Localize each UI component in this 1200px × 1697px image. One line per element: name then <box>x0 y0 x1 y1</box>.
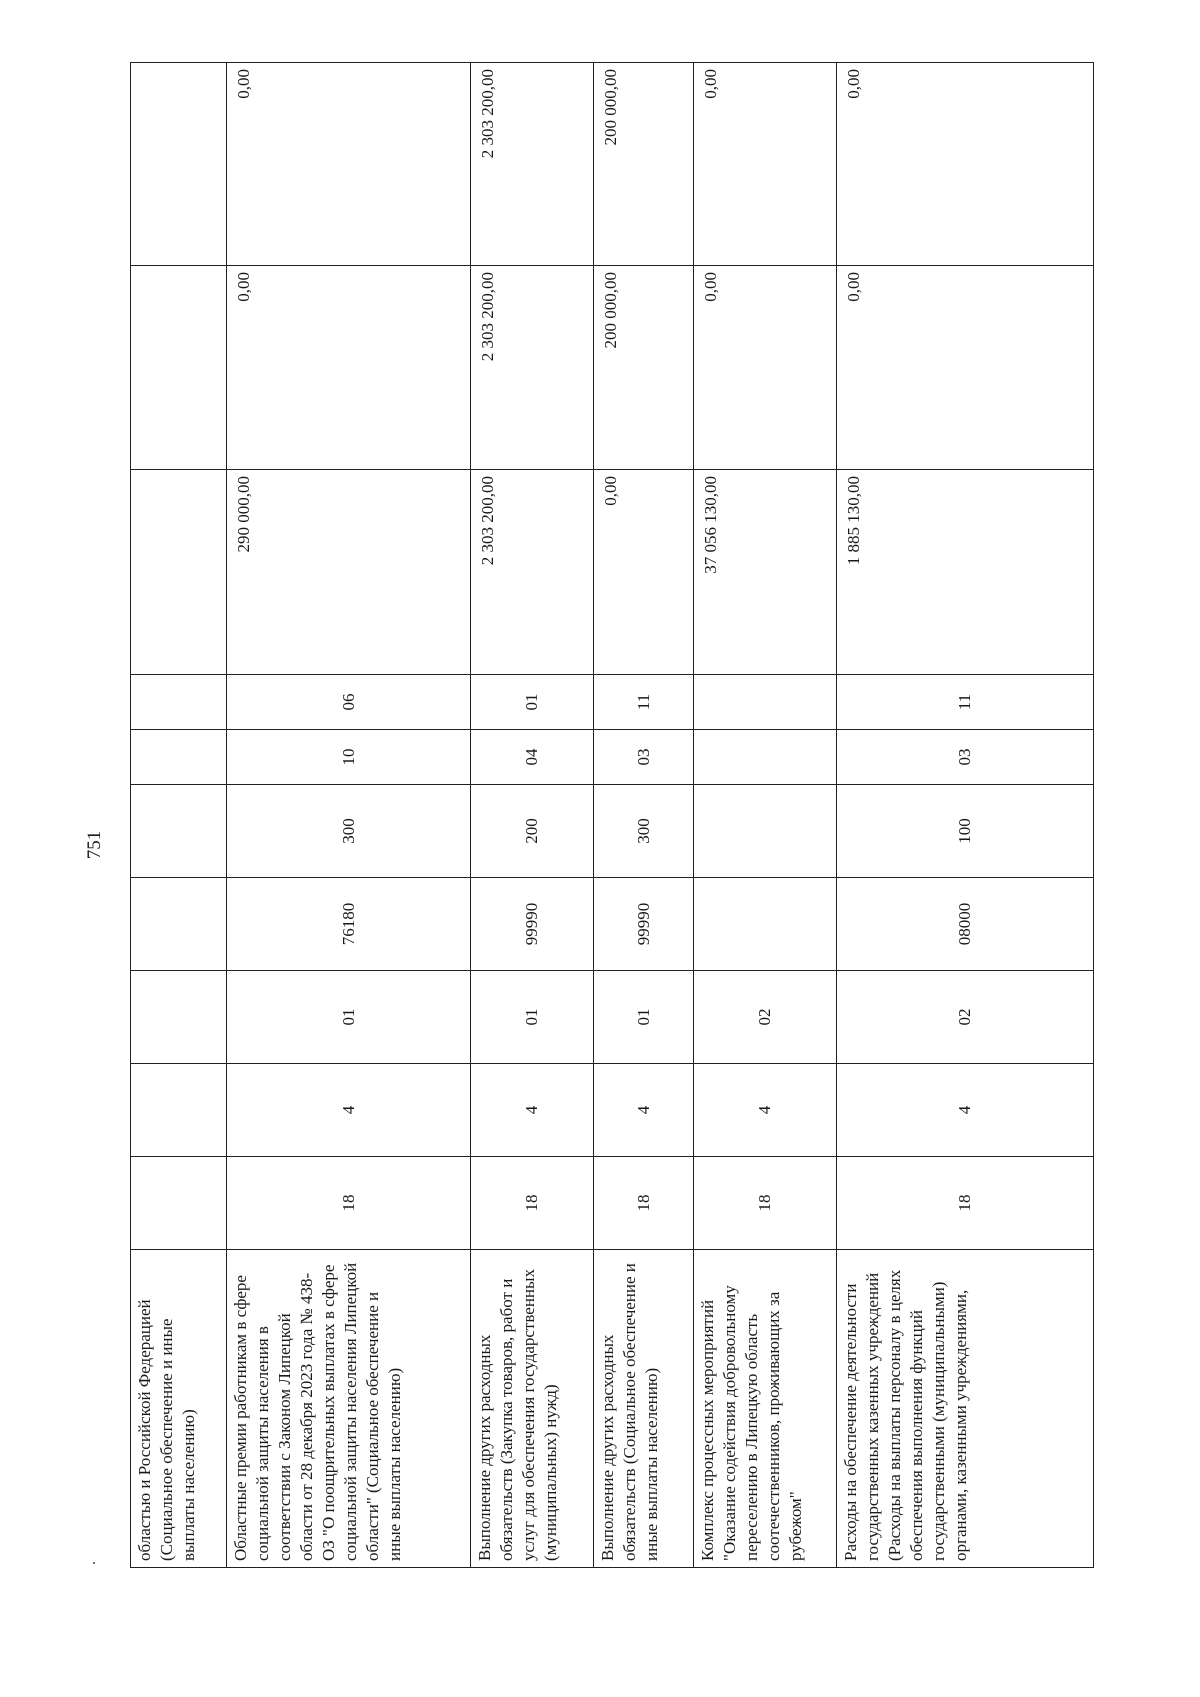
code-expense-type: 200 <box>471 785 594 878</box>
table-row <box>837 63 1094 1568</box>
code-section <box>131 730 227 785</box>
amount-year-2: 2 303 200,00 <box>471 266 594 470</box>
code-direction <box>131 878 227 971</box>
code-ministry <box>131 1157 227 1250</box>
page-number: 751 <box>84 830 105 860</box>
code-subsection: 06 <box>227 675 471 730</box>
code-section <box>694 730 837 785</box>
row-name: Расходы на обеспечение деятельности государственных казенных учреждений (Расходы на выплаты персоналу в целях обеспечения выполнения функций государственными (муниципальными) органами, казенными учреждениями, <box>837 1250 1094 1568</box>
code-ministry: 18 <box>594 1157 694 1250</box>
code-section: 10 <box>227 730 471 785</box>
amount-year-3: 200 000,00 <box>594 63 694 266</box>
code-expense-type <box>131 785 227 878</box>
code-section: 03 <box>594 730 694 785</box>
amount-year-1: 2 303 200,00 <box>471 470 594 675</box>
table-row <box>471 63 594 1568</box>
code-subsection: 11 <box>594 675 694 730</box>
code-subprogram: 01 <box>227 971 471 1064</box>
table-row <box>227 63 471 1568</box>
code-subsection: 01 <box>471 675 594 730</box>
code-subprogram: 02 <box>694 971 837 1064</box>
code-subprogram <box>131 971 227 1064</box>
amount-year-3: 0,00 <box>837 63 1094 266</box>
code-program: 4 <box>227 1064 471 1157</box>
amount-year-3: 0,00 <box>227 63 471 266</box>
code-ministry: 18 <box>694 1157 837 1250</box>
row-name: Комплекс процессных мероприятий "Оказание содействия добровольному переселению в Липецкую область соотечественников, проживающих за рубежом" <box>694 1250 837 1568</box>
code-program: 4 <box>694 1064 837 1157</box>
code-subsection <box>694 675 837 730</box>
code-ministry: 18 <box>227 1157 471 1250</box>
amount-year-2: 0,00 <box>694 266 837 470</box>
code-section: 04 <box>471 730 594 785</box>
code-program: 4 <box>837 1064 1094 1157</box>
code-subprogram: 01 <box>594 971 694 1064</box>
amount-year-3 <box>131 63 227 266</box>
code-direction: 99990 <box>594 878 694 971</box>
budget-table-rotated <box>130 63 1093 1568</box>
amount-year-1: 0,00 <box>594 470 694 675</box>
code-subsection <box>131 675 227 730</box>
code-subprogram: 01 <box>471 971 594 1064</box>
scan-speck <box>93 1562 95 1564</box>
amount-year-1: 290 000,00 <box>227 470 471 675</box>
code-direction: 99990 <box>471 878 594 971</box>
amount-year-3: 2 303 200,00 <box>471 63 594 266</box>
row-name: Областные премии работникам в сфере социальной защиты населения в соответствии с Законом Липецкой области от 28 декабря 2023 года № 438-ОЗ "О поощрительных выплатах в сфере социальной защиты населения Липецкой области" (Социальное обеспечение и иные выплаты населению) <box>227 1250 471 1568</box>
code-program <box>131 1064 227 1157</box>
code-ministry: 18 <box>837 1157 1094 1250</box>
amount-year-3: 0,00 <box>694 63 837 266</box>
code-expense-type <box>694 785 837 878</box>
row-name: Выполнение других расходных обязательств (Закупка товаров, работ и услуг для обеспечения государственных (муниципальных) нужд) <box>471 1250 594 1568</box>
code-subsection: 11 <box>837 675 1094 730</box>
table-row <box>131 63 227 1568</box>
amount-year-2: 200 000,00 <box>594 266 694 470</box>
code-program: 4 <box>594 1064 694 1157</box>
code-expense-type: 300 <box>227 785 471 878</box>
code-ministry: 18 <box>471 1157 594 1250</box>
code-section: 03 <box>837 730 1094 785</box>
code-direction <box>694 878 837 971</box>
row-name: Выполнение других расходных обязательств (Социальное обеспечение и иные выплаты населению) <box>594 1250 694 1568</box>
code-direction: 08000 <box>837 878 1094 971</box>
code-direction: 76180 <box>227 878 471 971</box>
code-expense-type: 100 <box>837 785 1094 878</box>
code-subprogram: 02 <box>837 971 1094 1064</box>
code-expense-type: 300 <box>594 785 694 878</box>
amount-year-1: 37 056 130,00 <box>694 470 837 675</box>
amount-year-2 <box>131 266 227 470</box>
table-row <box>594 63 694 1568</box>
amount-year-2: 0,00 <box>837 266 1094 470</box>
amount-year-1: 1 885 130,00 <box>837 470 1094 675</box>
amount-year-2: 0,00 <box>227 266 471 470</box>
row-name: областью и Российской Федерацией (Социальное обеспечение и иные выплаты населению) <box>131 1250 227 1568</box>
amount-year-1 <box>131 470 227 675</box>
table-row <box>694 63 837 1568</box>
code-program: 4 <box>471 1064 594 1157</box>
budget-table <box>130 62 1094 1568</box>
